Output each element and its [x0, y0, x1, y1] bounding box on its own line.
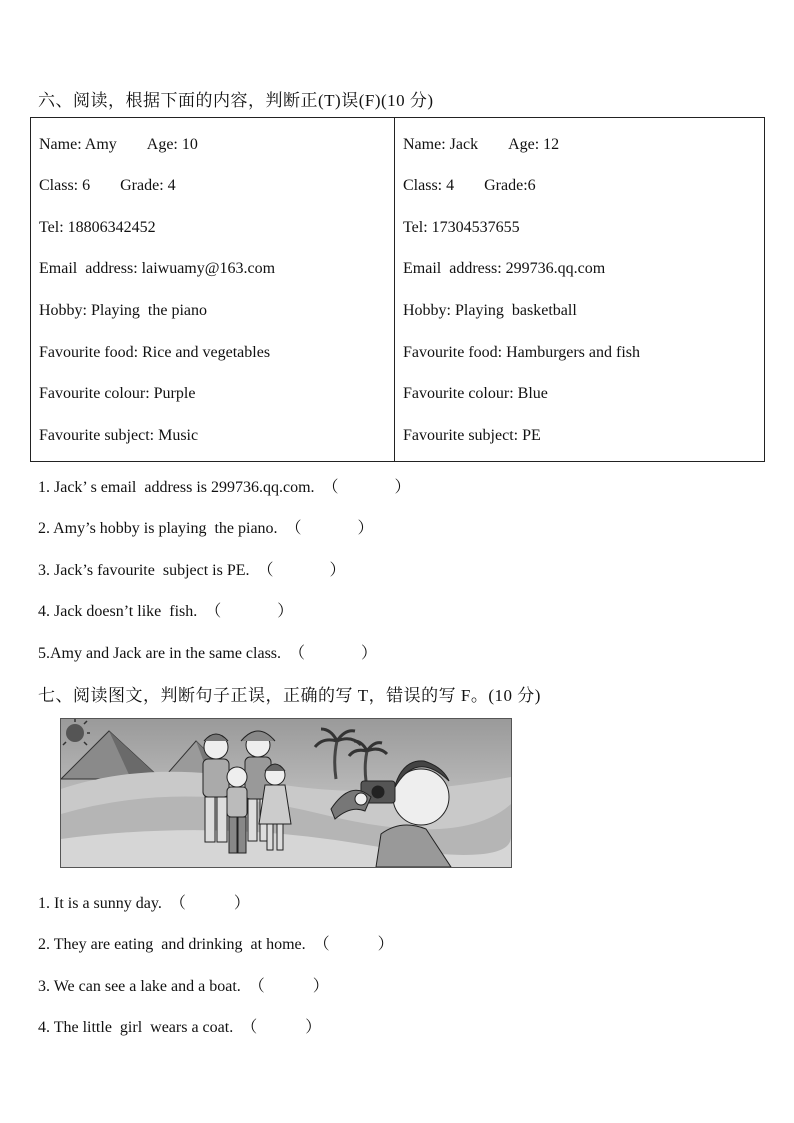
section-6-question: 5.Amy and Jack are in the same class. （ ）: [38, 645, 378, 662]
jack-tel: Tel: 17304537655: [403, 219, 520, 236]
jack-email: Email address: 299736.qq.com: [403, 260, 606, 277]
section-6-heading: 六、阅读，根据下面的内容，判断正(T)误(F)(10 分): [38, 91, 434, 110]
jack-food: Favourite food: Hamburgers and fish: [403, 344, 640, 361]
section-6-question: 2. Amy’s hobby is playing the piano. （ ）: [38, 520, 374, 537]
section-7-question: 3. We can see a lake and a boat. （ ）: [38, 978, 329, 995]
family-photo-illustration: [60, 718, 512, 868]
jack-class-grade: Class: 4 Grade:6: [403, 177, 536, 194]
jack-hobby: Hobby: Playing basketball: [403, 302, 577, 319]
amy-email: Email address: laiwuamy@163.com: [39, 260, 276, 277]
section-6-question: 4. Jack doesn’t like fish. （ ）: [38, 603, 294, 620]
amy-hobby: Hobby: Playing the piano: [39, 302, 207, 319]
amy-tel: Tel: 18806342452: [39, 219, 156, 236]
amy-subject: Favourite subject: Music: [39, 427, 199, 444]
jack-subject: Favourite subject: PE: [403, 427, 541, 444]
amy-card: [31, 118, 395, 462]
amy-class-grade: Class: 6 Grade: 4: [39, 177, 176, 194]
amy-name-age: Name: Amy Age: 10: [39, 136, 198, 153]
section-7-question: 1. It is a sunny day. （ ）: [38, 895, 250, 912]
section-7-question: 2. They are eating and drinking at home. （ ）: [38, 936, 394, 953]
section-7-question: 4. The little girl wears a coat. （ ）: [38, 1019, 322, 1036]
section-6-question: 1. Jack’ s email address is 299736.qq.com. （ ）: [38, 479, 411, 496]
info-table: [30, 117, 765, 462]
section-6-question: 3. Jack’s favourite subject is PE. （ ）: [38, 562, 346, 579]
jack-colour: Favourite colour: Blue: [403, 385, 548, 402]
amy-colour: Favourite colour: Purple: [39, 385, 196, 402]
amy-food: Favourite food: Rice and vegetables: [39, 344, 271, 361]
jack-name-age: Name: Jack Age: 12: [403, 136, 560, 153]
section-7-heading: 七、阅读图文，判断句子正误，正确的写 T，错误的写 F。(10 分): [38, 686, 541, 705]
jack-card: [395, 118, 765, 462]
